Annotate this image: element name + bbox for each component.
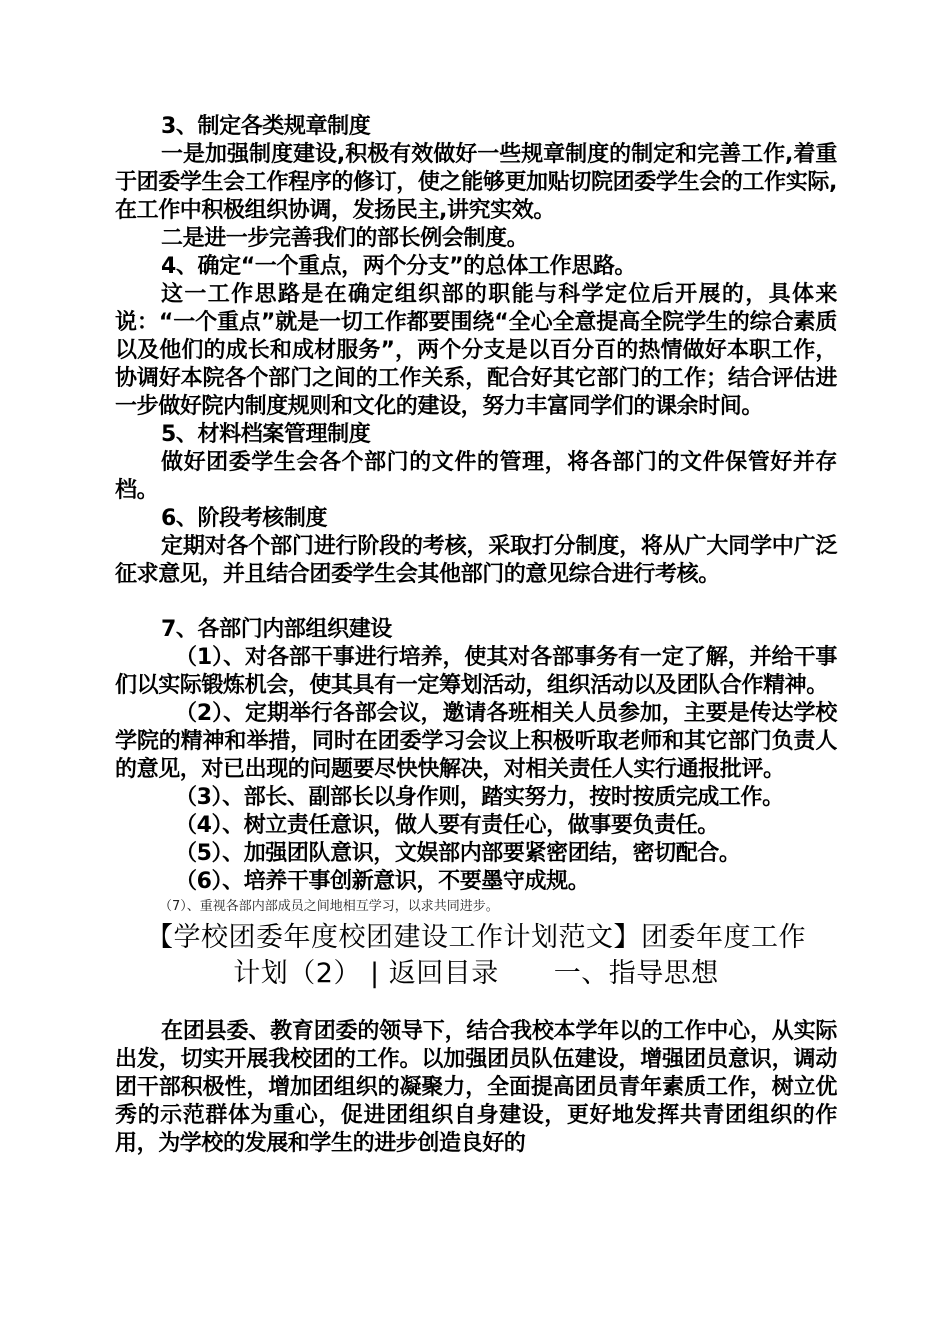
section-heading-6: 6、阶段考核制度 xyxy=(161,506,328,531)
section-heading-7: 7、各部门内部组织建设 xyxy=(161,617,392,642)
list-item: （1）、对各部干事进行培养，使其对各部事务有一定了解，并给干事们以实际锻炼机会，使其具有一定筹划活动，组织活动以及团队合作精神。 xyxy=(115,645,837,698)
document-body xyxy=(115,113,837,1158)
section-heading-5: 5、材料档案管理制度 xyxy=(161,422,371,447)
article-title-line-1: 【学校团委年度校团建设工作计划范文】团委年度工作 xyxy=(146,922,806,953)
list-item: （5）、加强团队意识，文娱部内部要紧密团结，密切配合。 xyxy=(175,841,741,866)
list-item: （4）、树立责任意识，做人要有责任心，做事要负责任。 xyxy=(175,813,719,838)
section-heading-3: 3、制定各类规章制度 xyxy=(161,114,371,139)
paragraph: 一是加强制度建设,积极有效做好一些规章制度的制定和完善工作,着重于团委学生会工作程序的修订，使之能够更加贴切院团委学生会的工作实际,在工作中积极组织协调，发扬民主,讲究实效。 xyxy=(115,142,837,223)
paragraph: 定期对各个部门进行阶段的考核，采取打分制度，将从广大同学中广泛征求意见，并且结合团委学生会其他部门的意见综合进行考核。 xyxy=(115,534,837,587)
list-item: （6）、培养干事创新意识，不要墨守成规。 xyxy=(175,869,590,894)
list-item: （3）、部长、副部长以身作则，踏实努力，按时按质完成工作。 xyxy=(175,785,784,810)
paragraph: 在团县委、教育团委的领导下，结合我校本学年以的工作中心，从实际出发，切实开展我校团的工作。以加强团员队伍建设，增强团员意识，调动团干部积极性，增加团组织的凝聚力，全面提高团员青年素质工作，树立优秀的示范群体为重心，促进团组织自身建设，更好地发挥共青团组织的作用，为学校的发展和学生的进步创造良好的 xyxy=(115,1019,837,1156)
small-note: （7）、重视各部内部成员之间地相互学习，以求共同进步。 xyxy=(159,899,499,914)
paragraph: 做好团委学生会各个部门的文件的管理，将各部门的文件保管好并存档。 xyxy=(115,450,837,503)
article-title-line-2[interactable]: 计划（2） | 返回目录 一、指导思想 xyxy=(233,958,719,989)
paragraph: 二是进一步完善我们的部长例会制度。 xyxy=(161,226,529,251)
spacer xyxy=(115,992,837,1018)
section-heading-4: 4、确定“一个重点，两个分支”的总体工作思路。 xyxy=(161,254,637,279)
list-item: （2）、定期举行各部会议，邀请各班相关人员参加，主要是传达学校学院的精神和举措，同时在团委学习会议上积极听取老师和其它部门负责人的意见，对已出现的问题要尽快快解决，对相关责任人实行通报批评。 xyxy=(115,701,837,782)
paragraph: 这一工作思路是在确定组织部的职能与科学定位后开展的，具体来说：“一个重点”就是一切工作都要围绕“全心全意提高全院学生的综合素质以及他们的成长和成材服务”，两个分支是以百分百的热情做好本职工作，协调好本院各个部门之间的工作关系，配合好其它部门的工作；结合评估进一步做好院内制度规则和文化的建设，努力丰富同学们的课余时间。 xyxy=(115,282,837,419)
